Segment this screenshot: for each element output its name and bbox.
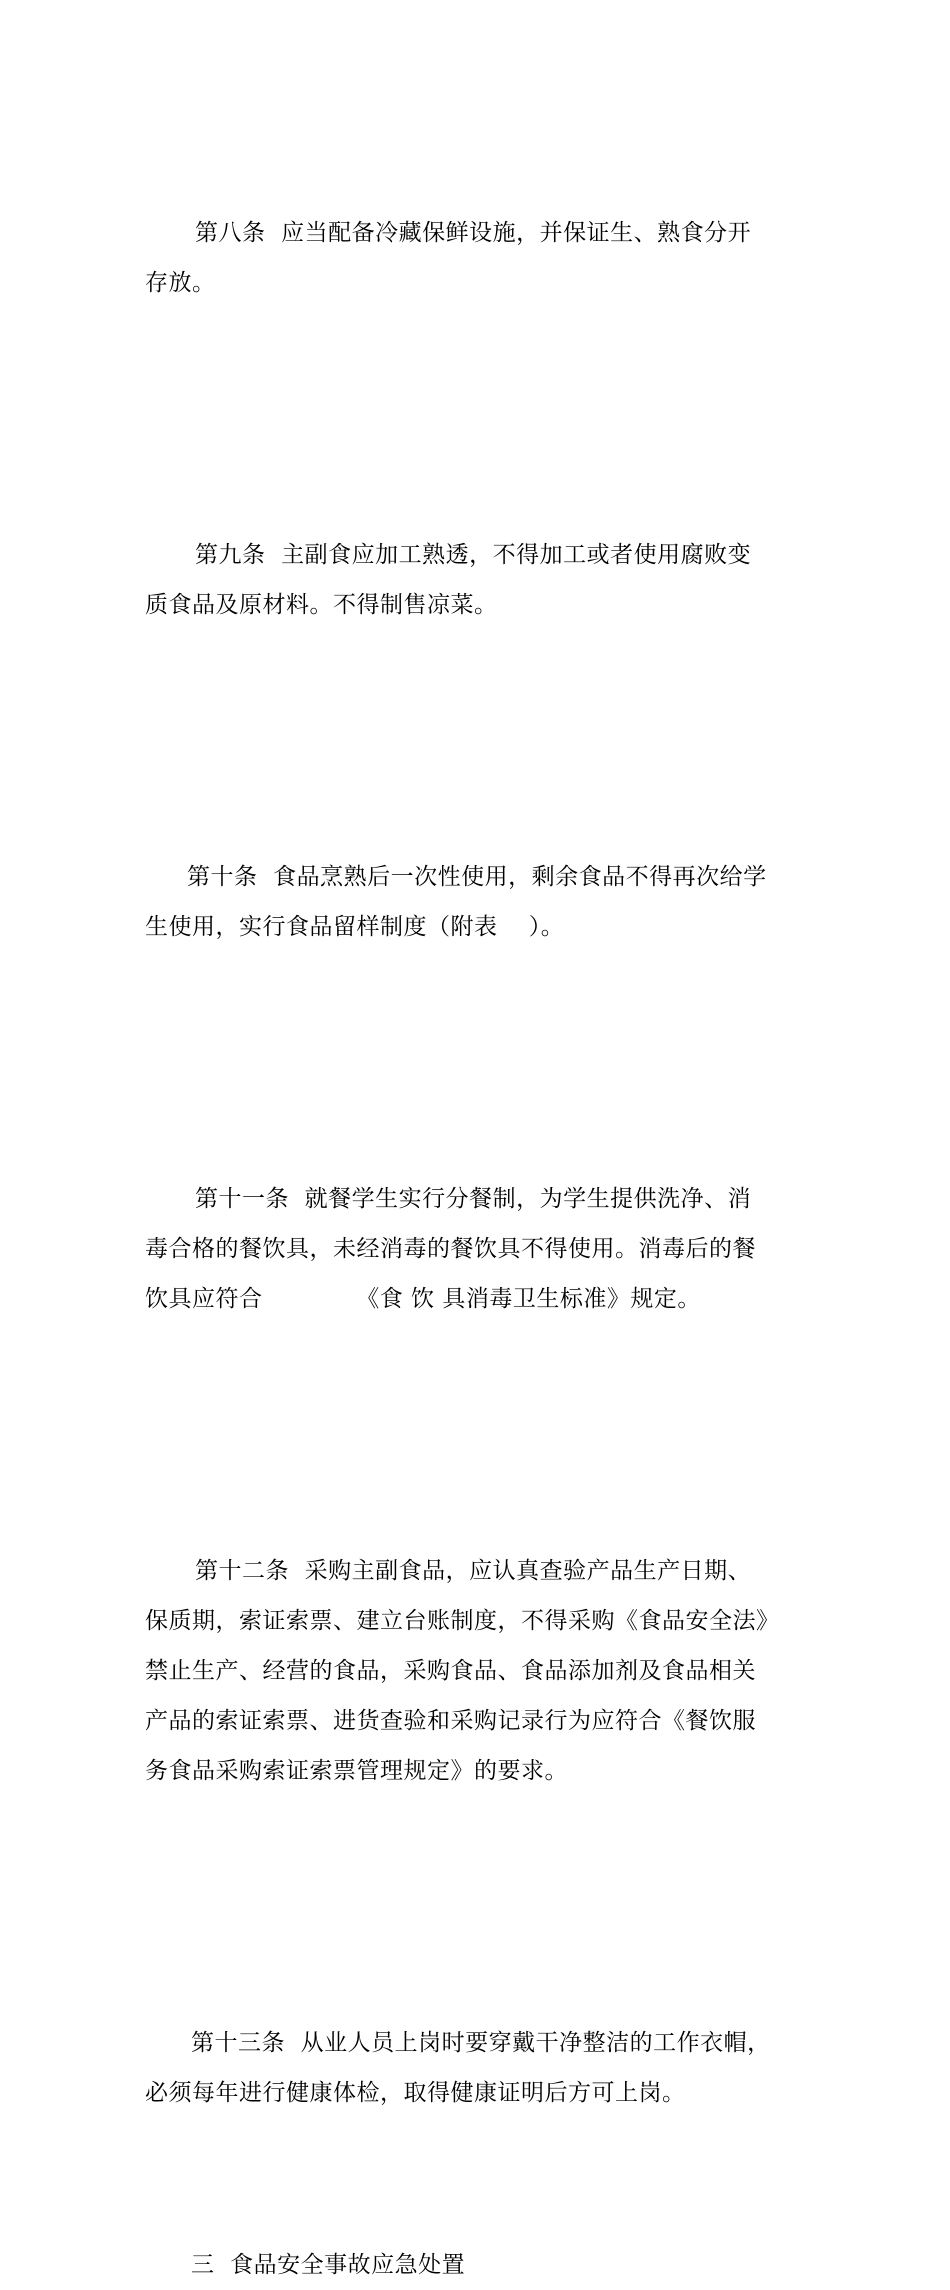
text-line: 保质期，索证索票、建立台账制度，不得采购《食品安全法》 (145, 1608, 780, 1634)
article-12 (145, 1446, 810, 1896)
article-13 (145, 1918, 810, 2218)
text-line: 第九条 主副食应加工熟透，不得加工或者使用腐败变 (195, 542, 752, 568)
article-10 (145, 752, 810, 1052)
text-line: 禁止生产、经营的食品，采购食品、食品添加剂及食品相关 (145, 1658, 756, 1684)
text-line: 生使用，实行食品留样制度（附表 ）。 (145, 914, 565, 940)
text-line: 饮具应符合 《食 饮 具消毒卫生标准》规定。 (145, 1286, 701, 1312)
text-line: 第八条 应当配备冷藏保鲜设施，并保证生、熟食分开 (195, 220, 752, 246)
text-line: 产品的索证索票、进货查验和采购记录行为应符合《餐饮服 (145, 1708, 756, 1734)
text-line: 存放。 (145, 270, 216, 296)
text-line: 务食品采购索证索票管理规定》的要求。 (145, 1758, 568, 1784)
text-line: 第十一条 就餐学生实行分餐制，为学生提供洗净、消 (195, 1186, 752, 1212)
text-line: 必须每年进行健康体检，取得健康证明后方可上岗。 (145, 2080, 686, 2106)
section-heading: 三 食品安全事故应急处置 (191, 2252, 466, 2278)
article-8 (145, 108, 810, 408)
document-page (145, 108, 810, 2290)
text-line: 第十二条 采购主副食品，应认真查验产品生产日期、 (195, 1558, 752, 1584)
text-line: 第十三条 从业人员上岗时要穿戴干净整洁的工作衣帽， (191, 2030, 771, 2056)
text-line: 第十条 食品烹熟后一次性使用，剩余食品不得再次给学 (187, 864, 767, 890)
article-11 (145, 1074, 810, 1424)
article-9 (145, 430, 810, 730)
text-line: 质食品及原材料。不得制售凉菜。 (145, 592, 498, 618)
text-line: 毒合格的餐饮具，未经消毒的餐饮具不得使用。消毒后的餐 (145, 1236, 756, 1262)
